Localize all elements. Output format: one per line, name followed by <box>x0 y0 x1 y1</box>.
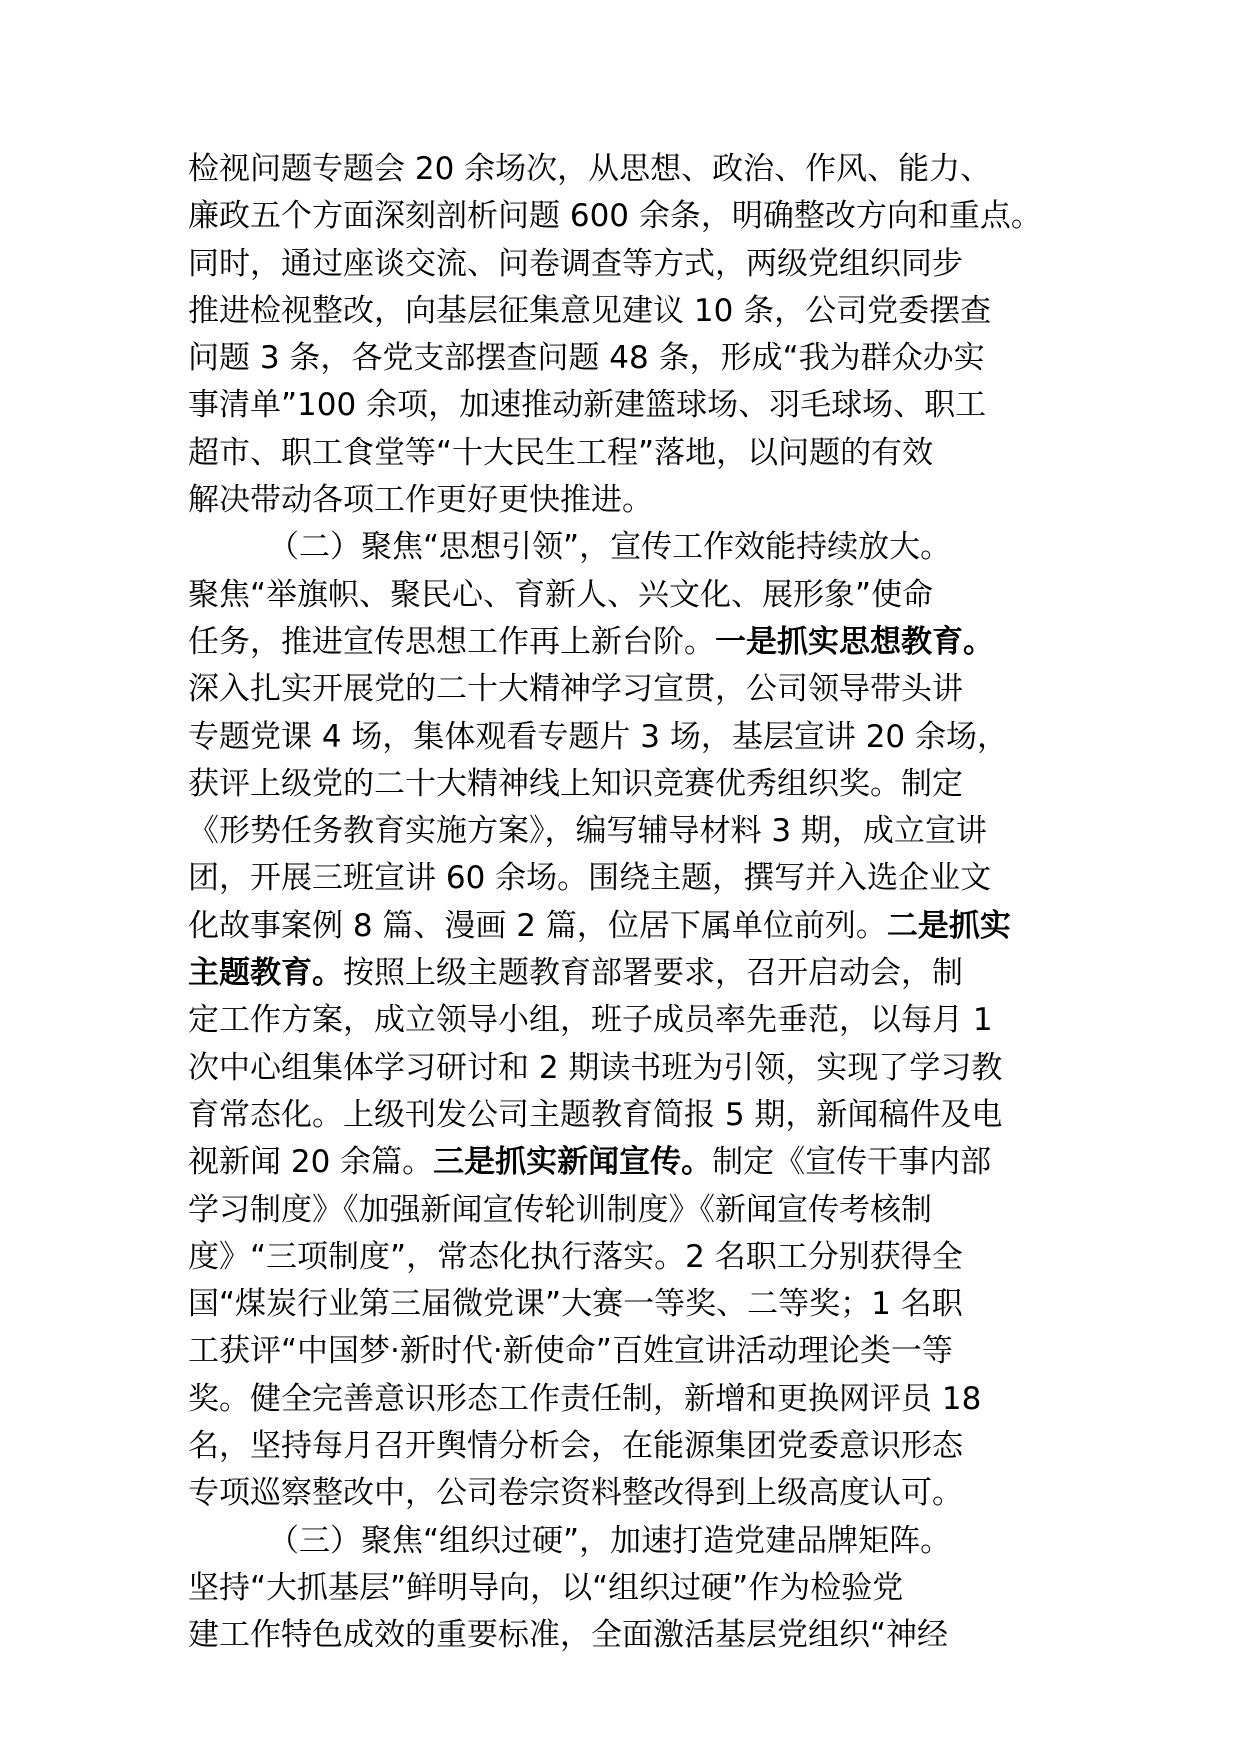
text-line <box>188 903 1068 950</box>
document-body <box>188 146 1068 1660</box>
text-run: 聚焦“举旗帜、聚民心、育新人、兴文化、展形象”使命 <box>188 576 934 613</box>
text-run: 按照上级主题教育部署要求，召开启动会，制 <box>343 955 963 992</box>
text-run: 制定《宣传干事内部 <box>712 1144 992 1181</box>
bold-text-run: 一是抓实思想教育。 <box>715 623 994 660</box>
text-line <box>188 1470 1068 1517</box>
text-run: 同时，通过座谈交流、问卷调查等方式，两级党组织同步 <box>188 245 963 282</box>
text-line <box>188 1187 1068 1234</box>
text-line <box>188 619 1068 666</box>
text-run: 学习制度》《加强新闻宣传轮训制度》《新闻宣传考核制 <box>188 1191 932 1228</box>
text-run: 《形势任务教育实施方案》，编写辅导材料 3 期，成立宣讲 <box>188 813 987 850</box>
text-line <box>188 146 1068 193</box>
bold-text-run: 二是抓实 <box>886 907 1011 944</box>
text-line <box>188 193 1068 240</box>
text-run: 定工作方案，成立领导小组，班子成员率先垂范，以每月 1 <box>188 1002 993 1039</box>
text-run: 名，坚持每月召开舆情分析会，在能源集团党委意识形态 <box>188 1428 963 1465</box>
text-line <box>188 241 1068 288</box>
text-line <box>188 1423 1068 1470</box>
text-line <box>188 1281 1068 1328</box>
text-line <box>188 288 1068 335</box>
text-run: 事清单”100 余项，加速推动新建篮球场、羽毛球场、职工 <box>188 387 987 424</box>
text-run: 育常态化。上级刊发公司主题教育简报 5 期，新闻稿件及电 <box>188 1096 1003 1133</box>
text-line <box>188 335 1068 382</box>
text-run: 专题党课 4 场，集体观看专题片 3 场，基层宣讲 20 余场， <box>188 718 1009 755</box>
text-run: 问题 3 条，各党支部摆查问题 48 条，形成“我为群众办实 <box>188 340 985 377</box>
text-run: 推进检视整改，向基层征集意见建议 10 条，公司党委摆查 <box>188 292 992 329</box>
text-run: 坚持“大抓基层”鲜明导向，以“组织过硬”作为检验党 <box>188 1569 904 1606</box>
text-run: 深入扎实开展党的二十大精神学习宣贯，公司领导带头讲 <box>188 671 963 708</box>
text-run: （三）聚焦“组织过硬”，加速打造党建品牌矩阵。 <box>268 1522 952 1559</box>
text-line <box>188 666 1068 713</box>
text-line <box>188 855 1068 902</box>
text-line <box>188 1092 1068 1139</box>
text-run: 解决带动各项工作更好更快推进。 <box>188 482 653 519</box>
text-line <box>188 524 1068 571</box>
text-run: 检视问题专题会 20 余场次，从思想、政治、作风、能力、 <box>188 151 992 187</box>
text-line <box>188 1612 1068 1659</box>
text-run: 视新闻 20 余篇。 <box>188 1144 434 1181</box>
text-run: 次中心组集体学习研讨和 2 期读书班为引领，实现了学习教 <box>188 1049 1003 1086</box>
text-line <box>188 950 1068 997</box>
text-run: 任务，推进宣传思想工作再上新台阶。 <box>188 623 715 660</box>
text-line <box>188 1139 1068 1186</box>
text-run: 廉政五个方面深刻剖析问题 600 余条，明确整改方向和重点。 <box>188 198 1042 235</box>
text-line <box>188 997 1068 1044</box>
text-run: 化故事案例 8 篇、漫画 2 篇，位居下属单位前列。 <box>188 907 887 944</box>
text-run: 国“煤炭行业第三届微党课”大赛一等奖、二等奖；1 名职 <box>188 1286 963 1323</box>
text-line <box>188 1518 1068 1565</box>
text-run: 奖。健全完善意识形态工作责任制，新增和更换网评员 18 <box>188 1380 982 1417</box>
text-run: 超市、职工食堂等“十大民生工程”落地，以问题的有效 <box>188 434 934 471</box>
bold-text-run: 主题教育。 <box>188 955 343 992</box>
text-line <box>188 1565 1068 1612</box>
text-line <box>188 477 1068 524</box>
text-run: 团，开展三班宣讲 60 余场。围绕主题，撰写并入选企业文 <box>188 860 992 897</box>
text-line <box>188 808 1068 855</box>
text-line <box>188 1376 1068 1423</box>
text-line <box>188 572 1068 619</box>
text-run: 建工作特色成效的重要标准，全面激活基层党组织“神经 <box>188 1617 949 1654</box>
text-line <box>188 1328 1068 1375</box>
text-line <box>188 714 1068 761</box>
text-run: 工获评“中国梦·新时代·新使命”百姓宣讲活动理论类一等 <box>188 1333 953 1370</box>
text-run: 专项巡察整改中，公司卷宗资料整改得到上级高度认可。 <box>188 1475 963 1512</box>
text-run: 度》“三项制度”，常态化执行落实。2 名职工分别获得全 <box>188 1238 963 1275</box>
text-line <box>188 382 1068 429</box>
text-run: 获评上级党的二十大精神线上知识竞赛优秀组织奖。制定 <box>188 765 963 802</box>
text-run: （二）聚焦“思想引领”，宣传工作效能持续放大。 <box>268 529 952 566</box>
text-line <box>188 761 1068 808</box>
bold-text-run: 三是抓实新闻宣传。 <box>433 1144 713 1181</box>
text-line <box>188 1045 1068 1092</box>
text-line <box>188 430 1068 477</box>
text-line <box>188 1234 1068 1281</box>
